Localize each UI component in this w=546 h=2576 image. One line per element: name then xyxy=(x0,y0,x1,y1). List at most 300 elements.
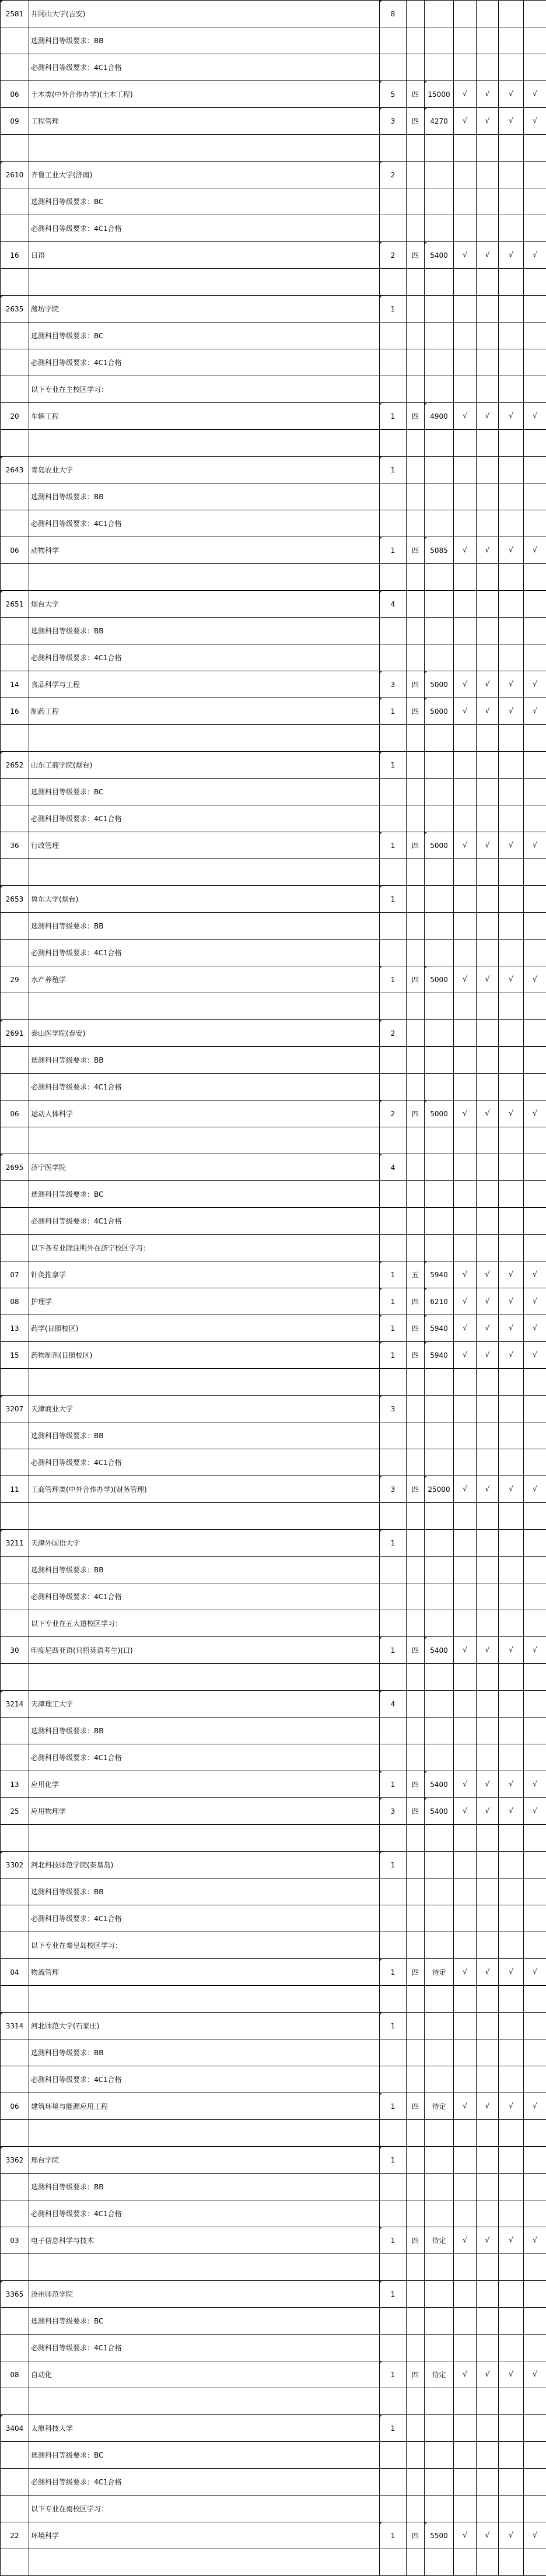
check-mark-icon: √ xyxy=(462,546,468,555)
empty-cell xyxy=(454,725,477,752)
check-mark-icon: √ xyxy=(462,1351,468,1359)
code-cell: 30 xyxy=(1,1637,29,1664)
check-cell xyxy=(499,1798,524,1825)
check-cell xyxy=(524,1342,546,1369)
empty-cell xyxy=(524,1449,546,1476)
empty-cell xyxy=(1,483,29,510)
empty-cell xyxy=(425,1905,454,1932)
check-cell xyxy=(477,1476,499,1503)
empty-cell xyxy=(1,1235,29,1261)
check-cell xyxy=(499,1476,524,1503)
major-row xyxy=(1,1476,546,1503)
note-row xyxy=(1,2335,546,2361)
empty-cell xyxy=(524,1610,546,1637)
empty-cell xyxy=(454,1691,477,1718)
empty-cell xyxy=(29,1664,380,1691)
empty-cell xyxy=(1,2120,29,2147)
empty-cell xyxy=(425,591,454,618)
school-row xyxy=(1,2013,546,2039)
blank-row xyxy=(1,1369,546,1396)
major-row xyxy=(1,671,546,698)
empty-cell xyxy=(454,215,477,242)
empty-cell xyxy=(454,1825,477,1852)
empty-cell xyxy=(477,779,499,805)
empty-cell xyxy=(407,1235,425,1261)
empty-cell xyxy=(454,510,477,537)
empty-cell xyxy=(425,1181,454,1208)
empty-cell xyxy=(425,1047,454,1074)
check-mark-icon: √ xyxy=(485,1646,490,1655)
check-mark-icon: √ xyxy=(462,117,468,125)
empty-cell xyxy=(454,296,477,323)
empty-cell xyxy=(425,1074,454,1101)
empty-cell xyxy=(454,135,477,162)
check-mark-icon: √ xyxy=(462,1485,468,1494)
plan-count-cell: 1 xyxy=(380,2415,407,2442)
plan-count-cell: 1 xyxy=(380,2361,407,2388)
empty-cell xyxy=(524,1422,546,1449)
empty-cell xyxy=(477,859,499,886)
empty-cell xyxy=(499,2308,524,2335)
empty-cell xyxy=(380,1664,407,1691)
check-cell xyxy=(524,1261,546,1288)
note-row xyxy=(1,188,546,215)
note-row xyxy=(1,1074,546,1101)
empty-cell xyxy=(425,886,454,913)
empty-cell xyxy=(477,510,499,537)
empty-cell xyxy=(1,1825,29,1852)
empty-cell xyxy=(477,1986,499,2013)
empty-cell xyxy=(407,2120,425,2147)
code-cell: 2653 xyxy=(1,886,29,913)
empty-cell xyxy=(425,993,454,1020)
note-row xyxy=(1,940,546,966)
code-cell: 06 xyxy=(1,2093,29,2120)
major-row xyxy=(1,1288,546,1315)
note-cell: 选测科目等级要求：BC xyxy=(29,1181,380,1208)
check-mark-icon: √ xyxy=(485,2236,490,2245)
check-mark-icon: √ xyxy=(485,707,490,716)
empty-cell xyxy=(407,2174,425,2200)
check-cell xyxy=(477,698,499,725)
empty-cell xyxy=(29,1503,380,1530)
empty-cell xyxy=(425,2335,454,2361)
empty-cell xyxy=(425,1396,454,1422)
empty-cell xyxy=(380,2442,407,2469)
note-row xyxy=(1,1047,546,1074)
empty-cell xyxy=(29,1986,380,2013)
major-name-cell: 建筑环境与能源应用工程 xyxy=(29,2093,380,2120)
empty-cell xyxy=(524,1905,546,1932)
empty-cell xyxy=(425,1878,454,1905)
empty-cell xyxy=(380,27,407,54)
empty-cell xyxy=(454,2281,477,2308)
code-cell: 13 xyxy=(1,1315,29,1342)
note-row xyxy=(1,2308,546,2335)
code-cell: 14 xyxy=(1,671,29,698)
empty-cell xyxy=(407,644,425,671)
empty-cell xyxy=(454,1503,477,1530)
empty-cell xyxy=(524,886,546,913)
check-cell xyxy=(477,2227,499,2254)
empty-cell xyxy=(499,1020,524,1047)
note-row xyxy=(1,510,546,537)
empty-cell xyxy=(407,1557,425,1583)
empty-cell xyxy=(454,54,477,81)
empty-cell xyxy=(407,2549,425,2576)
check-mark-icon: √ xyxy=(485,2531,490,2540)
empty-cell xyxy=(454,483,477,510)
empty-cell xyxy=(407,1,425,27)
empty-cell xyxy=(477,1503,499,1530)
empty-cell xyxy=(454,1905,477,1932)
empty-cell xyxy=(499,1825,524,1852)
check-cell xyxy=(477,242,499,269)
empty-cell xyxy=(407,54,425,81)
duration-cell: 四 xyxy=(407,1637,425,1664)
empty-cell xyxy=(407,1396,425,1422)
major-name-cell: 水产养殖学 xyxy=(29,966,380,993)
check-cell xyxy=(454,242,477,269)
code-cell: 2610 xyxy=(1,162,29,188)
empty-cell xyxy=(524,1154,546,1181)
empty-cell xyxy=(380,2308,407,2335)
empty-cell xyxy=(425,483,454,510)
school-row xyxy=(1,1691,546,1718)
tuition-cell: 15000 xyxy=(425,81,454,108)
check-cell xyxy=(454,537,477,564)
school-name-cell: 齐鲁工业大学(济南) xyxy=(29,162,380,188)
empty-cell xyxy=(499,913,524,940)
check-cell xyxy=(524,1798,546,1825)
check-cell xyxy=(499,242,524,269)
empty-cell xyxy=(407,2254,425,2281)
empty-cell xyxy=(29,135,380,162)
empty-cell xyxy=(524,135,546,162)
code-cell: 03 xyxy=(1,2227,29,2254)
check-mark-icon: √ xyxy=(508,1646,514,1655)
empty-cell xyxy=(454,752,477,779)
empty-cell xyxy=(477,618,499,644)
empty-cell xyxy=(454,2442,477,2469)
empty-cell xyxy=(425,1852,454,1878)
empty-cell xyxy=(477,2469,499,2496)
empty-cell xyxy=(477,376,499,403)
check-cell xyxy=(499,671,524,698)
empty-cell xyxy=(524,2415,546,2442)
code-cell: 13 xyxy=(1,1771,29,1798)
code-cell: 2635 xyxy=(1,296,29,323)
major-name-cell: 食品科学与工程 xyxy=(29,671,380,698)
empty-cell xyxy=(380,2335,407,2361)
note-row xyxy=(1,1235,546,1261)
empty-cell xyxy=(524,752,546,779)
empty-cell xyxy=(524,296,546,323)
tuition-cell: 5000 xyxy=(425,698,454,725)
empty-cell xyxy=(1,2442,29,2469)
empty-cell xyxy=(407,805,425,832)
tuition-cell: 5000 xyxy=(425,832,454,859)
empty-cell xyxy=(407,1878,425,1905)
empty-cell xyxy=(380,349,407,376)
empty-cell xyxy=(524,1691,546,1718)
check-cell xyxy=(477,1315,499,1342)
empty-cell xyxy=(407,1718,425,1744)
empty-cell xyxy=(477,1610,499,1637)
note-cell: 以下各专业除注明外在济宁校区学习： xyxy=(29,1235,380,1261)
major-row xyxy=(1,108,546,135)
school-name-cell: 青岛农业大学 xyxy=(29,457,380,483)
check-cell xyxy=(499,2093,524,2120)
note-row xyxy=(1,2469,546,2496)
blank-row xyxy=(1,1127,546,1154)
duration-cell: 四 xyxy=(407,1315,425,1342)
empty-cell xyxy=(454,457,477,483)
note-cell: 必测科目等级要求：4C1合格 xyxy=(29,2066,380,2093)
empty-cell xyxy=(454,2415,477,2442)
empty-cell xyxy=(477,2120,499,2147)
empty-cell xyxy=(407,188,425,215)
empty-cell xyxy=(524,940,546,966)
empty-cell xyxy=(425,752,454,779)
empty-cell xyxy=(454,349,477,376)
note-cell: 选测科目等级要求：BB xyxy=(29,27,380,54)
empty-cell xyxy=(499,591,524,618)
check-mark-icon: √ xyxy=(508,117,514,125)
empty-cell xyxy=(499,430,524,457)
check-mark-icon: √ xyxy=(532,2102,538,2111)
check-mark-icon: √ xyxy=(508,546,514,555)
empty-cell xyxy=(29,430,380,457)
empty-cell xyxy=(407,1449,425,1476)
empty-cell xyxy=(407,1369,425,1396)
plan-count-cell: 3 xyxy=(380,1396,407,1422)
empty-cell xyxy=(425,1154,454,1181)
empty-cell xyxy=(425,564,454,591)
note-row xyxy=(1,779,546,805)
duration-cell: 四 xyxy=(407,108,425,135)
code-cell: 11 xyxy=(1,1476,29,1503)
empty-cell xyxy=(477,215,499,242)
empty-cell xyxy=(499,1664,524,1691)
empty-cell xyxy=(1,993,29,1020)
empty-cell xyxy=(524,1503,546,1530)
code-cell: 2643 xyxy=(1,457,29,483)
check-mark-icon: √ xyxy=(508,1780,514,1789)
empty-cell xyxy=(380,2496,407,2522)
empty-cell xyxy=(29,2549,380,2576)
note-row xyxy=(1,1181,546,1208)
empty-cell xyxy=(1,1905,29,1932)
table-body xyxy=(1,1,546,2576)
empty-cell xyxy=(477,323,499,349)
code-cell: 16 xyxy=(1,698,29,725)
blank-row xyxy=(1,725,546,752)
plan-count-cell: 1 xyxy=(380,2281,407,2308)
check-cell xyxy=(524,2227,546,2254)
empty-cell xyxy=(524,2308,546,2335)
plan-count-cell: 4 xyxy=(380,1154,407,1181)
empty-cell xyxy=(477,54,499,81)
empty-cell xyxy=(524,2013,546,2039)
empty-cell xyxy=(524,1744,546,1771)
check-cell xyxy=(524,2522,546,2549)
empty-cell xyxy=(425,1422,454,1449)
empty-cell xyxy=(407,349,425,376)
empty-cell xyxy=(1,1181,29,1208)
check-mark-icon: √ xyxy=(462,412,468,420)
empty-cell xyxy=(454,2308,477,2335)
empty-cell xyxy=(477,1905,499,1932)
empty-cell xyxy=(499,779,524,805)
note-cell: 必测科目等级要求：4C1合格 xyxy=(29,1449,380,1476)
empty-cell xyxy=(524,1557,546,1583)
check-mark-icon: √ xyxy=(485,2370,490,2379)
check-cell xyxy=(477,1288,499,1315)
note-cell: 选测科目等级要求：BC xyxy=(29,2308,380,2335)
check-cell xyxy=(454,1637,477,1664)
empty-cell xyxy=(407,1127,425,1154)
code-cell: 06 xyxy=(1,1101,29,1127)
check-mark-icon: √ xyxy=(462,1780,468,1789)
tuition-cell: 待定 xyxy=(425,2093,454,2120)
duration-cell: 四 xyxy=(407,671,425,698)
empty-cell xyxy=(407,1422,425,1449)
tuition-cell: 待定 xyxy=(425,1959,454,1986)
check-cell xyxy=(524,2093,546,2120)
duration-cell: 四 xyxy=(407,2361,425,2388)
empty-cell xyxy=(499,2442,524,2469)
empty-cell xyxy=(407,1691,425,1718)
empty-cell xyxy=(524,2147,546,2174)
empty-cell xyxy=(425,54,454,81)
empty-cell xyxy=(499,269,524,296)
empty-cell xyxy=(524,1825,546,1852)
code-cell: 3365 xyxy=(1,2281,29,2308)
major-name-cell: 自动化 xyxy=(29,2361,380,2388)
empty-cell xyxy=(524,1369,546,1396)
check-mark-icon: √ xyxy=(532,841,538,850)
empty-cell xyxy=(499,1154,524,1181)
empty-cell xyxy=(380,2039,407,2066)
empty-cell xyxy=(1,2335,29,2361)
check-mark-icon: √ xyxy=(508,1270,514,1279)
empty-cell xyxy=(454,2174,477,2200)
empty-cell xyxy=(499,644,524,671)
empty-cell xyxy=(380,135,407,162)
empty-cell xyxy=(407,1154,425,1181)
check-mark-icon: √ xyxy=(485,1270,490,1279)
empty-cell xyxy=(454,2254,477,2281)
empty-cell xyxy=(499,1,524,27)
empty-cell xyxy=(454,2039,477,2066)
check-cell xyxy=(499,2361,524,2388)
duration-cell: 五 xyxy=(407,1261,425,1288)
empty-cell xyxy=(425,913,454,940)
empty-cell xyxy=(499,1235,524,1261)
empty-cell xyxy=(454,430,477,457)
empty-cell xyxy=(499,805,524,832)
check-mark-icon: √ xyxy=(532,707,538,716)
check-cell xyxy=(499,1288,524,1315)
empty-cell xyxy=(477,1074,499,1101)
empty-cell xyxy=(524,2549,546,2576)
note-cell: 必测科目等级要求：4C1合格 xyxy=(29,940,380,966)
empty-cell xyxy=(477,940,499,966)
empty-cell xyxy=(499,2120,524,2147)
empty-cell xyxy=(380,564,407,591)
empty-cell xyxy=(524,644,546,671)
empty-cell xyxy=(499,1986,524,2013)
major-name-cell: 行政管理 xyxy=(29,832,380,859)
check-cell xyxy=(524,1959,546,1986)
note-cell: 必测科目等级要求：4C1合格 xyxy=(29,2200,380,2227)
empty-cell xyxy=(1,2496,29,2522)
tuition-cell: 5940 xyxy=(425,1342,454,1369)
empty-cell xyxy=(477,457,499,483)
empty-cell xyxy=(425,2549,454,2576)
school-row xyxy=(1,1530,546,1557)
empty-cell xyxy=(524,1852,546,1878)
major-name-cell: 日语 xyxy=(29,242,380,269)
plan-count-cell: 5 xyxy=(380,81,407,108)
tuition-cell: 4270 xyxy=(425,108,454,135)
check-mark-icon: √ xyxy=(508,2370,514,2379)
check-cell xyxy=(454,1771,477,1798)
tuition-cell: 6210 xyxy=(425,1288,454,1315)
empty-cell xyxy=(29,1369,380,1396)
duration-cell: 四 xyxy=(407,537,425,564)
empty-cell xyxy=(425,1557,454,1583)
check-mark-icon: √ xyxy=(508,1485,514,1494)
empty-cell xyxy=(524,2254,546,2281)
code-cell: 06 xyxy=(1,81,29,108)
code-cell: 3211 xyxy=(1,1530,29,1557)
empty-cell xyxy=(499,1074,524,1101)
school-row xyxy=(1,2147,546,2174)
check-cell xyxy=(454,2522,477,2549)
empty-cell xyxy=(499,1744,524,1771)
school-name-cell: 沧州师范学院 xyxy=(29,2281,380,2308)
empty-cell xyxy=(477,752,499,779)
check-mark-icon: √ xyxy=(508,680,514,689)
duration-cell: 四 xyxy=(407,966,425,993)
empty-cell xyxy=(1,323,29,349)
check-cell xyxy=(454,832,477,859)
check-cell xyxy=(477,2522,499,2549)
plan-count-cell: 1 xyxy=(380,2147,407,2174)
empty-cell xyxy=(454,2496,477,2522)
duration-cell: 四 xyxy=(407,832,425,859)
check-mark-icon: √ xyxy=(485,117,490,125)
empty-cell xyxy=(1,1557,29,1583)
empty-cell xyxy=(1,269,29,296)
code-cell: 3302 xyxy=(1,1852,29,1878)
empty-cell xyxy=(524,54,546,81)
empty-cell xyxy=(380,510,407,537)
empty-cell xyxy=(425,1020,454,1047)
note-cell: 选测科目等级要求：BB xyxy=(29,1718,380,1744)
plan-count-cell: 3 xyxy=(380,1798,407,1825)
empty-cell xyxy=(425,457,454,483)
school-row xyxy=(1,1154,546,1181)
school-row xyxy=(1,886,546,913)
empty-cell xyxy=(425,188,454,215)
check-mark-icon: √ xyxy=(532,1324,538,1333)
check-mark-icon: √ xyxy=(532,1351,538,1359)
empty-cell xyxy=(454,2200,477,2227)
empty-cell xyxy=(499,859,524,886)
